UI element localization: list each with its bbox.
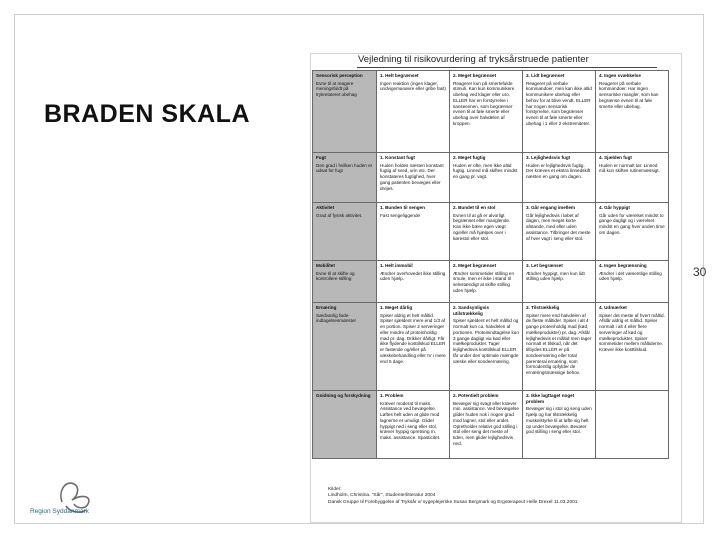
category-cell bbox=[313, 153, 377, 203]
level-cell bbox=[523, 261, 596, 303]
document-title: Vejledning til risikovurdering af tryksårstruede patienter bbox=[358, 54, 589, 65]
level-title: 3. Lidt begrænset bbox=[526, 73, 565, 78]
level-text: Spiser aldrig et helt måltid. Spiser sjældent mere end 1/3 af en portion. Spiser 2 serveringer eller mindre af proteinholdig mad pr. dag. Drikker dårligt. Får ikke flydende kosttilskud ELLER er fastende og/eller på væskebehandling eller IV i mere end 5 dage. bbox=[380, 312, 446, 364]
level-title: 4. Udmærket bbox=[599, 305, 627, 310]
table-row bbox=[313, 203, 669, 261]
category-name: Sensorisk perception bbox=[316, 73, 363, 78]
level-title: 1. Bunden til sengen bbox=[380, 205, 425, 210]
level-title: 2. Potentielt problem bbox=[453, 393, 499, 398]
category-name: Ernæring bbox=[316, 305, 337, 310]
level-text: Spiser det meste af hvert måltid. Afslår aldrig et måltid. Spiser normalt i alt 4 eller flere serveringer af kød og mælkeprodukter. Spiser sommetider mellem måltiderne. Kræver ikke kosttilskud. bbox=[599, 312, 665, 353]
slide-title: BRADEN SKALA bbox=[44, 100, 250, 128]
level-text: Spiser mere end halvdelen af de fleste måltider. Spiser i alt 4 gange proteinholdig mad (kød, mælkeprodukter) pr. dag. Afslår lejlighedsvis et måltid men tager normalt et tilskud, når det tilbydes ELLER er på sondeernæring eller total parenteral ernæring, som formodentlig opfylder de ernæringsmæssige behov. bbox=[526, 312, 592, 376]
level-title: 1. Problem bbox=[380, 393, 404, 398]
level-title: 3. Tilstrækkelig bbox=[526, 305, 560, 310]
level-title: 2. Meget begrænset bbox=[453, 263, 497, 268]
level-cell bbox=[377, 261, 450, 303]
level-cell bbox=[596, 261, 669, 303]
level-title: 1. Helt begrænset bbox=[380, 73, 419, 78]
category-description: Sædvanlig føde-indtagelsesmønster bbox=[316, 312, 357, 324]
braden-scale-table bbox=[312, 70, 669, 459]
category-description: Den grad i hvilken huden er udsat for fugt bbox=[316, 162, 373, 174]
level-text: Går lejlighedsvis i løbet af dagen, men meget korte afstande, med eller uden assistance. Tilbringer det meste af hver vagt i seng eller stol. bbox=[526, 212, 591, 241]
logo-text: Region Syddanmark bbox=[30, 508, 89, 515]
table-row bbox=[313, 303, 669, 391]
level-text: Huden er ofte, men ikke altid fugtig. Linned må skiftes mindst en gang pr. vagt. bbox=[453, 162, 518, 180]
category-name: Aktivitet bbox=[316, 205, 335, 210]
level-text: Huden er normalt tør. Linned må kun skiftes rutinemæssigt. bbox=[599, 162, 660, 174]
level-title: 1. Meget dårlig bbox=[380, 305, 413, 310]
source-line-1: Lindholm, Christina. "Sår", Studenterlitteratur 2004 bbox=[328, 493, 436, 499]
category-cell bbox=[313, 261, 377, 303]
level-cell bbox=[377, 303, 450, 391]
level-title: 3. Ikke lagttaget noget problem bbox=[526, 393, 575, 404]
level-text: Reagerer kun på smertefulde stimuli. Kan kun kommunikere ubehag ved klager eller uro. ELLER har en forstyrrelse i sanseevnen, som begrænser evnen til at føle smerte eller ubehag over halvdelen af kroppen. bbox=[453, 80, 515, 126]
level-title: 2. Bundet til en stol bbox=[453, 205, 496, 210]
level-text: Reagerer på verbale kommandoer. Har ingen sensoriske mangler, som kan begrænse evnen til at føle smerte eller ubehag. bbox=[599, 80, 659, 109]
category-name: Gnidning og forskydning bbox=[316, 393, 371, 398]
level-text: Reagerer på verbale kommandoer, men kan ikke altid kommunikere ubehag eller behov for at blive vendt. ELLER har nogen sensorisk forstyrrelse, som begrænser evnen til at føle smerte eller ubehag i 1 eller 2 ekstremiteter. bbox=[526, 80, 592, 126]
level-cell bbox=[377, 71, 450, 153]
level-title: 1. Konstant fugt bbox=[380, 155, 415, 160]
level-title: 2. Sandsynligvis utilstrækkelig bbox=[453, 305, 489, 316]
level-cell bbox=[377, 203, 450, 261]
level-cell bbox=[523, 203, 596, 261]
level-cell bbox=[450, 391, 523, 459]
level-cell bbox=[596, 303, 669, 391]
level-title: 4. Ingen svækkelse bbox=[599, 73, 641, 78]
level-text: Huden holdes næsten konstant fugtig af sved, urin etc. Der konstateres fugtighed, hver gang patienten bevæges eller drejes. bbox=[380, 162, 444, 191]
level-text: Bevæger sig svagt eller kræver min. assistance. Ved bevægelse glider huden nok i nogen grad mod lagner, stol eller andet. Opretholder relativt god stilling i stol eller seng det meste af tiden, men glider lejlighedsvis ned. bbox=[453, 400, 519, 446]
level-cell bbox=[596, 71, 669, 153]
level-cell bbox=[523, 391, 596, 459]
category-description: Evne til at skifte og kontrollere stilling bbox=[316, 270, 355, 282]
level-text: Kræver moderat til maks. Assistance ved bevægelse. Løftes helt uden at glide mod lagnerne er umuligt. Glider hyppigt ned i seng eller stol, kræver hyppig opretning m. maks. assistance. Spasticitet. bbox=[380, 400, 441, 441]
level-title: 4. Går hyppigt bbox=[599, 205, 630, 210]
title-underline bbox=[357, 67, 657, 68]
level-text: Ingen reaktion (ingen klager, undvigemanøvre eller gribe fast) bbox=[380, 80, 446, 92]
level-title: 2. Meget begrænset bbox=[453, 73, 497, 78]
level-text: Huden er lejlighedsvis fugtig. Der kræves et ekstra linnedskift næsten en gang om dagen. bbox=[526, 162, 591, 180]
level-text: Evnen til at gå er alvorligt begrænset eller manglende. Kan ikke bære egen vægt og/eller må hjælpes over i kørestol eller stol. bbox=[453, 212, 511, 241]
level-title: 2. Meget fugtig bbox=[453, 155, 486, 160]
category-name: Fugt bbox=[316, 155, 326, 160]
source-line-2: Dansk Gruppe til Forebyggelse af Tryksår v/ sygeplejerske Susan Bergmark og Ergoterapeut Helle Drexel 11.03.2001 bbox=[328, 499, 578, 505]
level-title: 3. Lejlighedsvis fugt bbox=[526, 155, 571, 160]
level-cell bbox=[450, 303, 523, 391]
category-cell bbox=[313, 203, 377, 261]
level-cell bbox=[450, 71, 523, 153]
level-title: 3. Let begrænset bbox=[526, 263, 563, 268]
level-text: Ændrer overhovedet ikke stilling uden hjælp. bbox=[380, 270, 446, 282]
level-cell bbox=[596, 203, 669, 261]
level-cell bbox=[450, 203, 523, 261]
level-cell bbox=[450, 261, 523, 303]
table-row bbox=[313, 71, 669, 153]
level-title: 4. Ingen begrænsning bbox=[599, 263, 647, 268]
sources bbox=[328, 487, 658, 506]
level-cell bbox=[450, 153, 523, 203]
table-row bbox=[313, 153, 669, 203]
table-row bbox=[313, 391, 669, 459]
category-description: Evne til at reagere meningsfuldt på trykrelateret ubehag bbox=[316, 80, 357, 98]
level-text: Ændrer i det væsentlige stilling uden hjælp. bbox=[599, 270, 662, 282]
category-cell bbox=[313, 71, 377, 153]
level-cell bbox=[596, 153, 669, 203]
level-text: Spiser sjældent et helt måltid og normalt kun ca. halvdelen af portionen. Proteinindtagelse kun 3 gange dagligt via kød eller mælkeprodukter. Tager lejlighedsvis kosttilskud ELLER får under den optimale mængde væske eller sondeernæring. bbox=[453, 318, 519, 364]
sources-label: Kilder: bbox=[328, 487, 342, 492]
category-description: Grad af fysisk aktivitet. bbox=[316, 212, 363, 218]
level-text: Bevæger sig i stol og seng uden hjælp og har tilstrækkelig muskelstyrke til at løfte sig helt op under bevægelse. Bevarer god stilling i seng eller stol. bbox=[526, 406, 592, 435]
level-text: Går uden for værelset mindst to gange dagligt og i værelset mindst en gang hver anden time om dagen. bbox=[599, 212, 665, 235]
table-row bbox=[313, 261, 669, 303]
level-title: 1. Helt immobil bbox=[380, 263, 413, 268]
level-text: Fast sengeliggende bbox=[380, 212, 421, 218]
level-cell bbox=[523, 71, 596, 153]
category-cell bbox=[313, 391, 377, 459]
page-number: 30 bbox=[693, 265, 707, 279]
level-title: 3. Går engang imellem bbox=[526, 205, 576, 210]
level-cell bbox=[523, 303, 596, 391]
category-name: Mobilitet bbox=[316, 263, 335, 268]
level-cell bbox=[377, 391, 450, 459]
level-cell bbox=[377, 153, 450, 203]
level-cell bbox=[596, 391, 669, 459]
level-cell bbox=[523, 153, 596, 203]
level-text: Ændrer hyppigt, men kun lidt stilling uden hjælp. bbox=[526, 270, 585, 282]
level-title: 4. Sjælden fugt bbox=[599, 155, 632, 160]
category-cell bbox=[313, 303, 377, 391]
level-text: Ændrer sommetider stilling en smule, men er ikke i stand til selvstændigt at skifte stilling uden hjælp. bbox=[453, 270, 515, 293]
